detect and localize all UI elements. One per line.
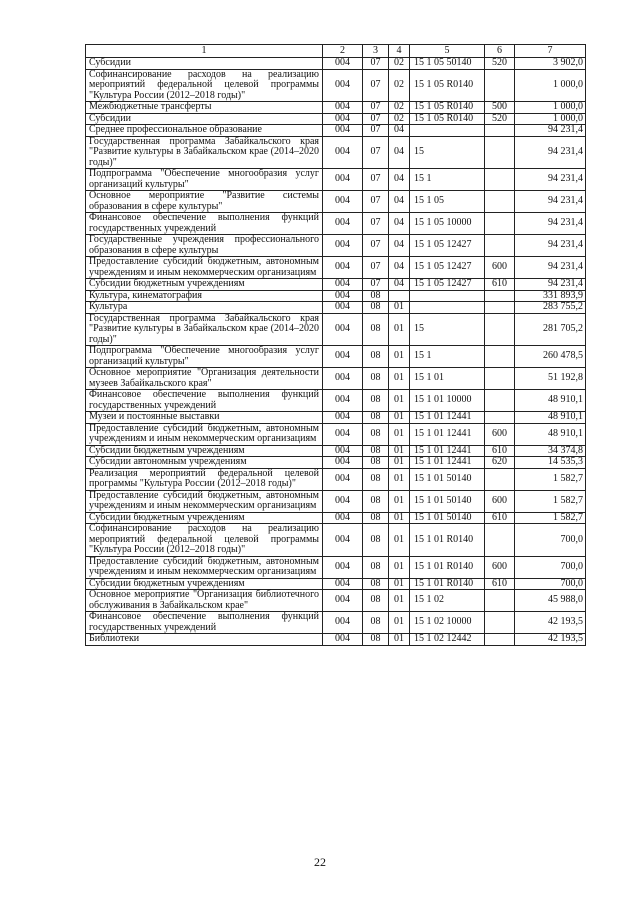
expense-type-cell: [485, 590, 515, 612]
target-article-cell: 15 1 02: [410, 590, 485, 612]
ministry-code-cell: 004: [323, 423, 363, 445]
table-row: [86, 102, 586, 114]
target-article-cell: 15: [410, 313, 485, 346]
table-row: [86, 490, 586, 512]
row-name-cell: Финансовое обеспечение выполнения функций государственных учреждений: [86, 390, 323, 412]
ministry-code-cell: 004: [323, 302, 363, 314]
subsection-code-cell: 01: [389, 390, 410, 412]
row-name-cell: Субсидии автономным учреждениям: [86, 457, 323, 469]
amount-cell: 94 231,4: [515, 191, 586, 213]
row-name-cell: Субсидии бюджетным учреждениям: [86, 512, 323, 524]
ministry-code-cell: 004: [323, 69, 363, 102]
ministry-code-cell: 004: [323, 390, 363, 412]
target-article-cell: 15 1 01 10000: [410, 390, 485, 412]
target-article-cell: 15 1 05: [410, 191, 485, 213]
expense-type-cell: [485, 612, 515, 634]
amount-cell: 94 231,4: [515, 257, 586, 279]
table-row: [86, 423, 586, 445]
amount-cell: 283 755,2: [515, 302, 586, 314]
target-article-cell: 15 1 01 50140: [410, 490, 485, 512]
amount-cell: 1 582,7: [515, 512, 586, 524]
subsection-code-cell: 01: [389, 524, 410, 557]
target-article-cell: [410, 290, 485, 302]
expense-type-cell: 520: [485, 58, 515, 70]
section-code-cell: 08: [363, 302, 389, 314]
target-article-cell: 15 1 05 12427: [410, 279, 485, 291]
expense-type-cell: [485, 390, 515, 412]
row-name-cell: Основное мероприятие "Организация библиотечного обслуживания в Забайкальском крае": [86, 590, 323, 612]
table-row: [86, 302, 586, 314]
subsection-code-cell: 01: [389, 457, 410, 469]
row-name-cell: Межбюджетные трансферты: [86, 102, 323, 114]
ministry-code-cell: 004: [323, 468, 363, 490]
ministry-code-cell: 004: [323, 490, 363, 512]
expense-type-cell: [485, 412, 515, 424]
table-row: [86, 590, 586, 612]
target-article-cell: 15 1 05 R0140: [410, 69, 485, 102]
section-code-cell: 08: [363, 457, 389, 469]
table-row: [86, 136, 586, 169]
ministry-code-cell: 004: [323, 445, 363, 457]
amount-cell: 48 910,1: [515, 412, 586, 424]
ministry-code-cell: 004: [323, 257, 363, 279]
subsection-code-cell: 04: [389, 191, 410, 213]
row-name-cell: Финансовое обеспечение выполнения функций государственных учреждений: [86, 213, 323, 235]
subsection-code-cell: 02: [389, 113, 410, 125]
section-code-cell: 08: [363, 468, 389, 490]
expense-type-cell: [485, 524, 515, 557]
section-code-cell: 07: [363, 58, 389, 70]
table-row: [86, 191, 586, 213]
expense-type-cell: [485, 634, 515, 646]
amount-cell: 1 000,0: [515, 113, 586, 125]
ministry-code-cell: 004: [323, 556, 363, 578]
row-name-cell: Государственные учреждения профессионального образования в сфере культуры: [86, 235, 323, 257]
expense-type-cell: [485, 69, 515, 102]
column-header: 6: [485, 45, 515, 58]
row-name-cell: Предоставление субсидий бюджетным, автономным учреждениям и иным некоммерческим организациям: [86, 556, 323, 578]
amount-cell: 331 893,9: [515, 290, 586, 302]
expense-type-cell: 620: [485, 457, 515, 469]
amount-cell: 45 988,0: [515, 590, 586, 612]
section-code-cell: 08: [363, 512, 389, 524]
row-name-cell: Субсидии бюджетным учреждениям: [86, 578, 323, 590]
row-name-cell: Подпрограмма "Обеспечение многообразия услуг организаций культуры": [86, 169, 323, 191]
target-article-cell: 15 1 01 R0140: [410, 524, 485, 557]
target-article-cell: 15 1 01 R0140: [410, 556, 485, 578]
expense-type-cell: 610: [485, 578, 515, 590]
subsection-code-cell: 02: [389, 58, 410, 70]
row-name-cell: Музеи и постоянные выставки: [86, 412, 323, 424]
table-row: [86, 512, 586, 524]
ministry-code-cell: 004: [323, 213, 363, 235]
subsection-code-cell: 01: [389, 412, 410, 424]
amount-cell: 1 000,0: [515, 102, 586, 114]
section-code-cell: 08: [363, 634, 389, 646]
section-code-cell: 08: [363, 445, 389, 457]
expense-type-cell: [485, 169, 515, 191]
section-code-cell: 07: [363, 169, 389, 191]
table-row: [86, 556, 586, 578]
ministry-code-cell: 004: [323, 279, 363, 291]
column-header: 7: [515, 45, 586, 58]
section-code-cell: 07: [363, 213, 389, 235]
section-code-cell: 07: [363, 279, 389, 291]
section-code-cell: 08: [363, 390, 389, 412]
ministry-code-cell: 004: [323, 235, 363, 257]
expense-type-cell: [485, 368, 515, 390]
expense-type-cell: [485, 290, 515, 302]
amount-cell: 34 374,8: [515, 445, 586, 457]
subsection-code-cell: 01: [389, 468, 410, 490]
expense-type-cell: 610: [485, 279, 515, 291]
section-code-cell: 08: [363, 590, 389, 612]
subsection-code-cell: 01: [389, 512, 410, 524]
row-name-cell: Библиотеки: [86, 634, 323, 646]
table-row: [86, 524, 586, 557]
section-code-cell: 08: [363, 368, 389, 390]
row-name-cell: Предоставление субсидий бюджетным, автономным учреждениям и иным некоммерческим организациям: [86, 423, 323, 445]
amount-cell: 1 582,7: [515, 468, 586, 490]
ministry-code-cell: 004: [323, 457, 363, 469]
section-code-cell: 08: [363, 578, 389, 590]
table-row: [86, 412, 586, 424]
section-code-cell: 07: [363, 69, 389, 102]
budget-table: [85, 44, 586, 646]
ministry-code-cell: 004: [323, 512, 363, 524]
expense-type-cell: 600: [485, 257, 515, 279]
ministry-code-cell: 004: [323, 169, 363, 191]
table-row: [86, 257, 586, 279]
table-row: [86, 390, 586, 412]
table-row: [86, 169, 586, 191]
row-name-cell: Софинансирование расходов на реализацию мероприятий федеральной целевой программы "Культура России (2012–2018 годы)": [86, 69, 323, 102]
target-article-cell: 15 1 01 50140: [410, 468, 485, 490]
target-article-cell: 15 1 01 12441: [410, 457, 485, 469]
subsection-code-cell: 02: [389, 69, 410, 102]
row-name-cell: Субсидии: [86, 58, 323, 70]
subsection-code-cell: 04: [389, 279, 410, 291]
column-header: 2: [323, 45, 363, 58]
table-row: [86, 578, 586, 590]
row-name-cell: Финансовое обеспечение выполнения функций государственных учреждений: [86, 612, 323, 634]
ministry-code-cell: 004: [323, 590, 363, 612]
subsection-code-cell: 01: [389, 578, 410, 590]
subsection-code-cell: 04: [389, 235, 410, 257]
section-code-cell: 08: [363, 346, 389, 368]
expense-type-cell: 520: [485, 113, 515, 125]
subsection-code-cell: 01: [389, 490, 410, 512]
ministry-code-cell: 004: [323, 125, 363, 137]
target-article-cell: 15 1 05 R0140: [410, 113, 485, 125]
row-name-cell: Культура, кинематография: [86, 290, 323, 302]
section-code-cell: 08: [363, 290, 389, 302]
target-article-cell: 15 1 05 10000: [410, 213, 485, 235]
subsection-code-cell: 01: [389, 634, 410, 646]
target-article-cell: 15 1 01 12441: [410, 445, 485, 457]
table-row: [86, 634, 586, 646]
table-row: [86, 445, 586, 457]
table-row: [86, 346, 586, 368]
expense-type-cell: [485, 313, 515, 346]
target-article-cell: 15 1 05 R0140: [410, 102, 485, 114]
table-row: [86, 368, 586, 390]
column-header: 5: [410, 45, 485, 58]
section-code-cell: 08: [363, 423, 389, 445]
ministry-code-cell: 004: [323, 524, 363, 557]
ministry-code-cell: 004: [323, 313, 363, 346]
amount-cell: 3 902,0: [515, 58, 586, 70]
subsection-code-cell: 01: [389, 445, 410, 457]
table-row: [86, 125, 586, 137]
table-row: [86, 457, 586, 469]
amount-cell: 94 231,4: [515, 125, 586, 137]
ministry-code-cell: 004: [323, 290, 363, 302]
row-name-cell: Субсидии бюджетным учреждениям: [86, 279, 323, 291]
amount-cell: 51 192,8: [515, 368, 586, 390]
expense-type-cell: [485, 191, 515, 213]
ministry-code-cell: 004: [323, 136, 363, 169]
subsection-code-cell: 04: [389, 136, 410, 169]
row-name-cell: Среднее профессиональное образование: [86, 125, 323, 137]
ministry-code-cell: 004: [323, 346, 363, 368]
subsection-code-cell: 01: [389, 302, 410, 314]
target-article-cell: 15 1 05 50140: [410, 58, 485, 70]
table-row: [86, 279, 586, 291]
amount-cell: 281 705,2: [515, 313, 586, 346]
column-header: 4: [389, 45, 410, 58]
row-name-cell: Предоставление субсидий бюджетным, автономным учреждениям и иным некоммерческим организациям: [86, 257, 323, 279]
table-row: [86, 69, 586, 102]
subsection-code-cell: 01: [389, 313, 410, 346]
section-code-cell: 08: [363, 490, 389, 512]
expense-type-cell: [485, 125, 515, 137]
header-row: [86, 45, 586, 58]
section-code-cell: 07: [363, 136, 389, 169]
page-number: 22: [314, 855, 326, 869]
target-article-cell: 15: [410, 136, 485, 169]
target-article-cell: 15 1 02 12442: [410, 634, 485, 646]
expense-type-cell: 610: [485, 445, 515, 457]
table-row: [86, 213, 586, 235]
expense-type-cell: 600: [485, 556, 515, 578]
expense-type-cell: [485, 468, 515, 490]
subsection-code-cell: 04: [389, 169, 410, 191]
target-article-cell: 15 1 01 12441: [410, 412, 485, 424]
target-article-cell: 15 1: [410, 346, 485, 368]
target-article-cell: 15 1 05 12427: [410, 235, 485, 257]
row-name-cell: Подпрограмма "Обеспечение многообразия услуг организаций культуры": [86, 346, 323, 368]
expense-type-cell: [485, 136, 515, 169]
section-code-cell: 07: [363, 235, 389, 257]
target-article-cell: 15 1 01 12441: [410, 423, 485, 445]
table-row: [86, 113, 586, 125]
amount-cell: 1 000,0: [515, 69, 586, 102]
ministry-code-cell: 004: [323, 412, 363, 424]
target-article-cell: 15 1 02 10000: [410, 612, 485, 634]
row-name-cell: Софинансирование расходов на реализацию мероприятий федеральной целевой программы "Культура России (2012–2018 годы)": [86, 524, 323, 557]
expense-type-cell: 610: [485, 512, 515, 524]
section-code-cell: 07: [363, 257, 389, 279]
section-code-cell: 07: [363, 125, 389, 137]
section-code-cell: 08: [363, 556, 389, 578]
row-name-cell: Государственная программа Забайкальского края "Развитие культуры в Забайкальском крае (2014–2020 годы)": [86, 313, 323, 346]
ministry-code-cell: 004: [323, 58, 363, 70]
target-article-cell: [410, 125, 485, 137]
row-name-cell: Субсидии: [86, 113, 323, 125]
subsection-code-cell: 01: [389, 346, 410, 368]
subsection-code-cell: 04: [389, 125, 410, 137]
amount-cell: 700,0: [515, 524, 586, 557]
subsection-code-cell: 01: [389, 423, 410, 445]
table-row: [86, 58, 586, 70]
amount-cell: 260 478,5: [515, 346, 586, 368]
target-article-cell: 15 1 01 R0140: [410, 578, 485, 590]
section-code-cell: 08: [363, 524, 389, 557]
table-row: [86, 290, 586, 302]
table-row: [86, 468, 586, 490]
expense-type-cell: [485, 235, 515, 257]
ministry-code-cell: 004: [323, 191, 363, 213]
expense-type-cell: 500: [485, 102, 515, 114]
section-code-cell: 07: [363, 191, 389, 213]
amount-cell: 700,0: [515, 578, 586, 590]
row-name-cell: Основное мероприятие "Организация деятельности музеев Забайкальского края": [86, 368, 323, 390]
row-name-cell: Предоставление субсидий бюджетным, автономным учреждениям и иным некоммерческим организациям: [86, 490, 323, 512]
amount-cell: 94 231,4: [515, 136, 586, 169]
row-name-cell: Государственная программа Забайкальского края "Развитие культуры в Забайкальском крае (2014–2020 годы)": [86, 136, 323, 169]
ministry-code-cell: 004: [323, 368, 363, 390]
amount-cell: 1 582,7: [515, 490, 586, 512]
section-code-cell: 08: [363, 313, 389, 346]
target-article-cell: 15 1: [410, 169, 485, 191]
target-article-cell: [410, 302, 485, 314]
row-name-cell: Реализация мероприятий федеральной целевой программы "Культура России (2012–2018 годы)": [86, 468, 323, 490]
subsection-code-cell: 01: [389, 368, 410, 390]
target-article-cell: 15 1 01 50140: [410, 512, 485, 524]
ministry-code-cell: 004: [323, 113, 363, 125]
subsection-code-cell: 04: [389, 213, 410, 235]
ministry-code-cell: 004: [323, 634, 363, 646]
table-row: [86, 612, 586, 634]
row-name-cell: Субсидии бюджетным учреждениям: [86, 445, 323, 457]
column-header: 1: [86, 45, 323, 58]
amount-cell: 94 231,4: [515, 213, 586, 235]
subsection-code-cell: 04: [389, 257, 410, 279]
subsection-code-cell: [389, 290, 410, 302]
amount-cell: 94 231,4: [515, 279, 586, 291]
section-code-cell: 07: [363, 113, 389, 125]
section-code-cell: 08: [363, 612, 389, 634]
amount-cell: 14 535,3: [515, 457, 586, 469]
expense-type-cell: 600: [485, 490, 515, 512]
ministry-code-cell: 004: [323, 578, 363, 590]
subsection-code-cell: 01: [389, 556, 410, 578]
subsection-code-cell: 02: [389, 102, 410, 114]
table-row: [86, 235, 586, 257]
expense-type-cell: [485, 346, 515, 368]
expense-type-cell: [485, 213, 515, 235]
target-article-cell: 15 1 01: [410, 368, 485, 390]
amount-cell: 42 193,5: [515, 612, 586, 634]
amount-cell: 48 910,1: [515, 390, 586, 412]
section-code-cell: 07: [363, 102, 389, 114]
target-article-cell: 15 1 05 12427: [410, 257, 485, 279]
expense-type-cell: [485, 302, 515, 314]
ministry-code-cell: 004: [323, 102, 363, 114]
amount-cell: 42 193,5: [515, 634, 586, 646]
section-code-cell: 08: [363, 412, 389, 424]
amount-cell: 48 910,1: [515, 423, 586, 445]
ministry-code-cell: 004: [323, 612, 363, 634]
subsection-code-cell: 01: [389, 612, 410, 634]
expense-type-cell: 600: [485, 423, 515, 445]
row-name-cell: Культура: [86, 302, 323, 314]
subsection-code-cell: 01: [389, 590, 410, 612]
amount-cell: 94 231,4: [515, 235, 586, 257]
table-row: [86, 313, 586, 346]
amount-cell: 94 231,4: [515, 169, 586, 191]
column-header: 3: [363, 45, 389, 58]
row-name-cell: Основное мероприятие "Развитие системы образования в сфере культуры": [86, 191, 323, 213]
amount-cell: 700,0: [515, 556, 586, 578]
